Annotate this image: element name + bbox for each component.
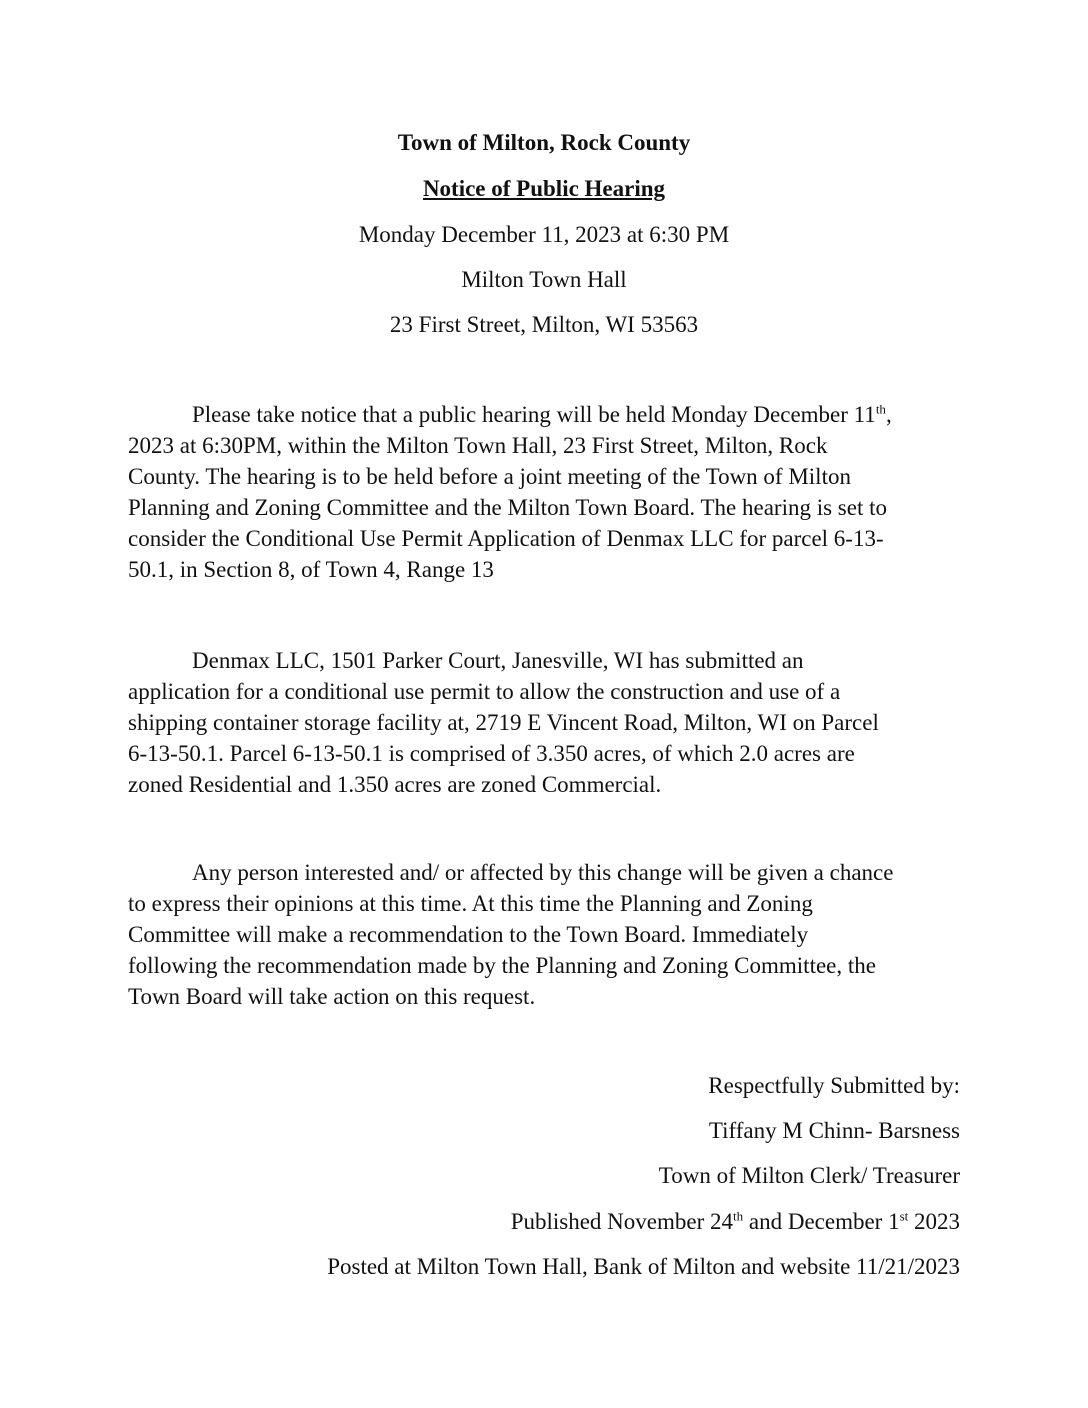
paragraph-application [128,645,968,800]
paragraph-application-line-4: 6-13-50.1. Parcel 6-13-50.1 is comprised of 3.350 acres, of which 2.0 acres are [128,741,855,766]
publication-dates [511,1208,960,1236]
hearing-date-time: Monday December 11, 2023 at 6:30 PM [358,222,730,247]
signer-title: Town of Milton Clerk/ Treasurer [658,1163,960,1188]
p1-line1-text: Please take notice that a public hearing will be held Monday December 11 [192,402,876,427]
published-text-c: 2023 [908,1209,960,1234]
signer-name: Tiffany M Chinn- Barsness [708,1118,960,1143]
paragraph-participation-line-3: Committee will make a recommendation to the Town Board. Immediately [128,922,809,947]
paragraph-application-line-2: application for a conditional use permit to allow the construction and use of a [128,679,841,704]
town-heading: Town of Milton, Rock County [397,130,691,155]
p1-ordinal-suffix: th [875,401,886,417]
p1-line1-comma: , [885,402,892,427]
paragraph-participation-line-2: to express their opinions at this time. At this time the Planning and Zoning [128,891,813,916]
hearing-venue: Milton Town Hall [461,267,627,292]
paragraph-participation-line-4: following the recommendation made by the Planning and Zoning Committee, the [128,953,876,978]
paragraph-application-line-1: Denmax LLC, 1501 Parker Court, Janesville, WI has submitted an [192,648,804,673]
notice-title-text: Notice of Public Hearing [422,176,666,201]
posting-locations: Posted at Milton Town Hall, Bank of Milton and website 11/21/2023 [327,1254,960,1279]
published-text-a: Published November 24 [510,1209,733,1234]
paragraph-notice-line-4: Planning and Zoning Committee and the Milton Town Board. The hearing is set to [128,495,887,520]
paragraph-participation [128,857,968,1012]
paragraph-notice-line-5: consider the Conditional Use Permit Application of Denmax LLC for parcel 6-13- [128,526,884,551]
paragraph-notice-line-1 [128,399,968,430]
published-ordinal-2: st [899,1208,909,1224]
published-ordinal-1: th [733,1208,744,1224]
paragraph-participation-line-5: Town Board will take action on this request. [128,984,536,1009]
paragraph-notice-line-2: 2023 at 6:30PM, within the Milton Town Hall, 23 First Street, Milton, Rock [128,433,828,458]
notice-title [0,175,1088,203]
submitted-by-label: Respectfully Submitted by: [708,1073,960,1098]
published-text-b: and December 1 [743,1209,900,1234]
paragraph-application-line-3: shipping container storage facility at, 2719 E Vincent Road, Milton, WI on Parcel [128,710,879,735]
paragraph-participation-line-1: Any person interested and/ or affected by this change will be given a chance [192,860,894,885]
hearing-address: 23 First Street, Milton, WI 53563 [389,312,699,337]
paragraph-application-line-5: zoned Residential and 1.350 acres are zoned Commercial. [128,772,662,797]
paragraph-notice [128,399,968,585]
paragraph-notice-line-3: County. The hearing is to be held before a joint meeting of the Town of Milton [128,464,851,489]
paragraph-notice-line-6: 50.1, in Section 8, of Town 4, Range 13 [128,557,494,582]
